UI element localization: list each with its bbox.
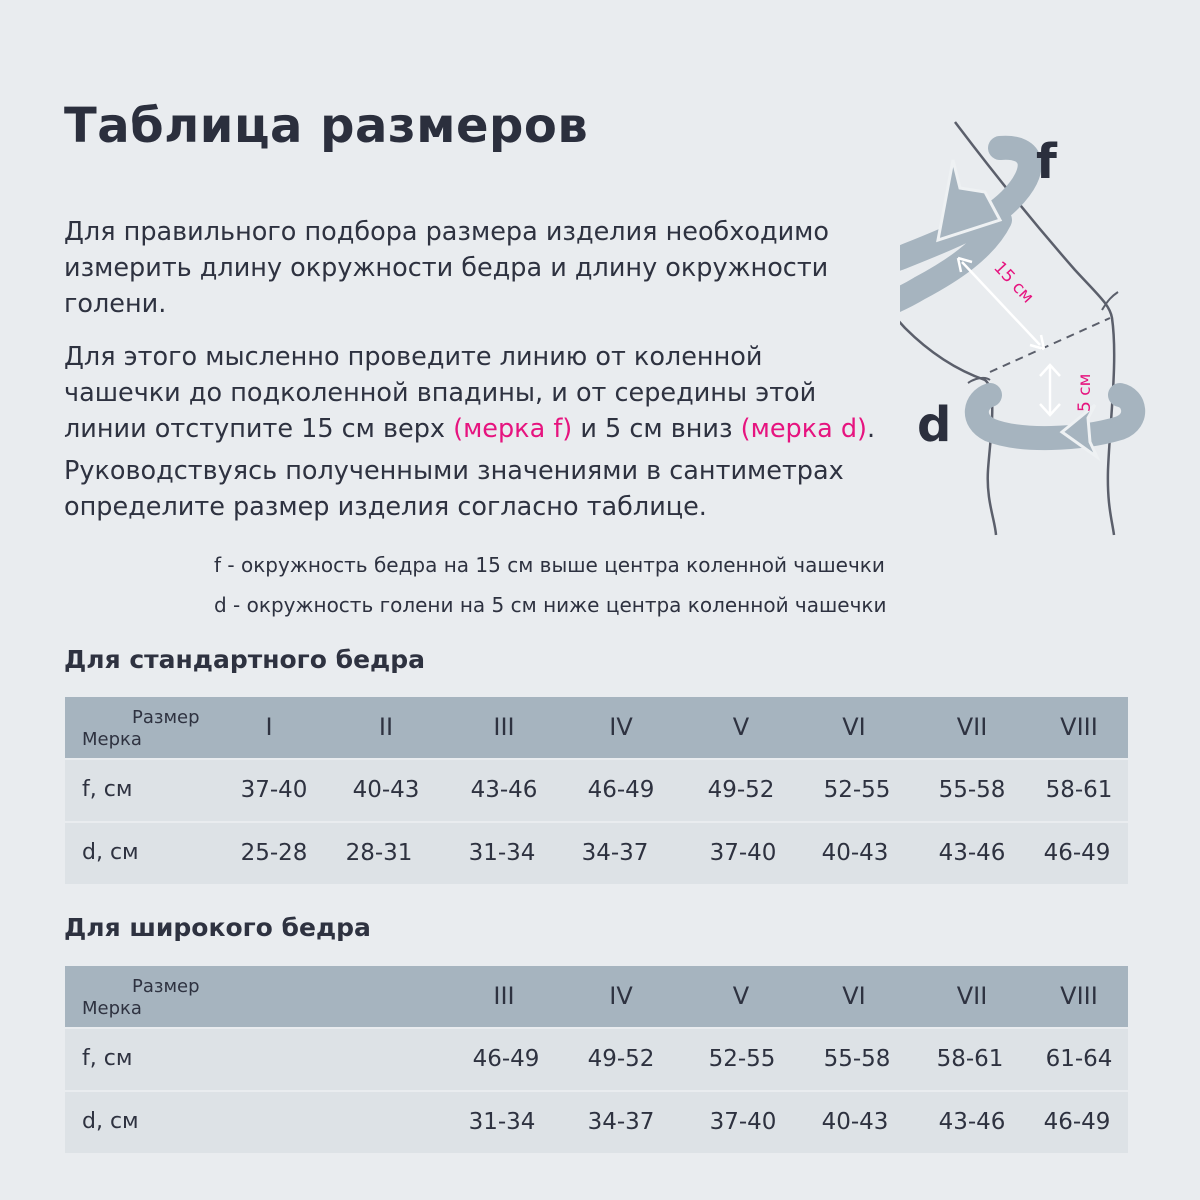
size-header: VIII [1060, 982, 1098, 1010]
table-cell: 61-64 [1045, 1046, 1113, 1072]
table-cell: 46-49 [587, 777, 655, 803]
intro-p2-text-a: Для этого мысленно проведите линию от коленной чашечки до подколенной впадины, и от середины этой линии отступите 15 см верх [64, 342, 817, 444]
measure-f-note: (мерка f) [453, 414, 573, 444]
size-header: VII [956, 713, 988, 741]
table-cell: 37-40 [709, 840, 777, 866]
standard-table-title: Для стандартного бедра [64, 645, 425, 674]
table-cell: 40-43 [821, 1109, 889, 1135]
intro-p2-text-c: . [867, 414, 876, 444]
table-cell: 40-43 [352, 777, 420, 803]
label-5-cm: 5 см [1075, 373, 1095, 412]
legend-f: f - окружность бедра на 15 см выше центра коленной чашечки [214, 553, 885, 577]
table-cell: 31-34 [468, 840, 536, 866]
table-cell: 43-46 [938, 840, 1006, 866]
size-header: V [732, 982, 750, 1010]
table-cell: 37-40 [709, 1109, 777, 1135]
table-cell: 52-55 [708, 1046, 776, 1072]
wide-table-title: Для широкого бедра [64, 913, 371, 942]
page-title: Таблица размеров [64, 98, 589, 154]
size-header: II [378, 713, 394, 741]
size-header: VII [956, 982, 988, 1010]
corner-size-label: Размер [132, 976, 200, 997]
table-cell: 46-49 [1043, 840, 1111, 866]
table-cell: 55-58 [938, 777, 1006, 803]
table-cell: 55-58 [823, 1046, 891, 1072]
table-header-row [65, 697, 1128, 758]
standard-size-table [65, 697, 1128, 886]
table-header-row [65, 966, 1128, 1027]
table-cell: 52-55 [823, 777, 891, 803]
row-label-f: f, см [82, 777, 133, 802]
size-header: VI [842, 982, 866, 1010]
size-header: VIII [1060, 713, 1098, 741]
size-header: VI [842, 713, 866, 741]
table-cell: 34-37 [587, 1109, 655, 1135]
row-label-f: f, см [82, 1046, 133, 1071]
label-d: d [917, 397, 952, 453]
measure-d-note: (мерка d) [740, 414, 868, 444]
size-header: IV [609, 713, 633, 741]
size-header: III [493, 713, 515, 741]
table-cell: 49-52 [587, 1046, 655, 1072]
table-cell: 25-28 [240, 840, 308, 866]
table-row [65, 1029, 1128, 1090]
table-cell: 28-31 [345, 840, 413, 866]
size-header: I [265, 713, 273, 741]
label-f: f [1036, 134, 1057, 190]
size-header: III [493, 982, 515, 1010]
table-row [65, 823, 1128, 884]
legend-d: d - окружность голени на 5 см ниже центра коленной чашечки [214, 593, 887, 617]
table-cell: 58-61 [936, 1046, 1004, 1072]
table-cell: 46-49 [472, 1046, 540, 1072]
table-cell: 43-46 [938, 1109, 1006, 1135]
wide-size-table [65, 966, 1128, 1155]
table-cell: 58-61 [1045, 777, 1113, 803]
corner-measure-label: Мерка [82, 998, 142, 1019]
intro-paragraph-1: Для правильного подбора размера изделия необходимо измерить длину окружности бедра и длину окружности голени. [64, 217, 830, 319]
intro-paragraph-3: Руководствуясь полученными значениями в сантиметрах определите размер изделия согласно таблице. [64, 456, 844, 522]
intro-paragraph-2 [64, 339, 884, 447]
label-15-cm: 15 см [989, 257, 1038, 308]
corner-size-label: Размер [132, 707, 200, 728]
knee-measurement-illustration [900, 110, 1150, 550]
row-label-d: d, см [82, 1109, 139, 1134]
table-cell: 31-34 [468, 1109, 536, 1135]
table-cell: 37-40 [240, 777, 308, 803]
table-cell: 46-49 [1043, 1109, 1111, 1135]
corner-measure-label: Мерка [82, 729, 142, 750]
table-cell: 49-52 [707, 777, 775, 803]
size-header: V [732, 713, 750, 741]
table-row [65, 760, 1128, 821]
table-cell: 34-37 [581, 840, 649, 866]
row-label-d: d, см [82, 840, 139, 865]
intro-p2-text-b: и 5 см вниз [572, 414, 741, 444]
table-cell: 40-43 [821, 840, 889, 866]
table-row [65, 1092, 1128, 1153]
shin-band [977, 395, 1133, 438]
size-header: IV [609, 982, 633, 1010]
table-cell: 43-46 [470, 777, 538, 803]
